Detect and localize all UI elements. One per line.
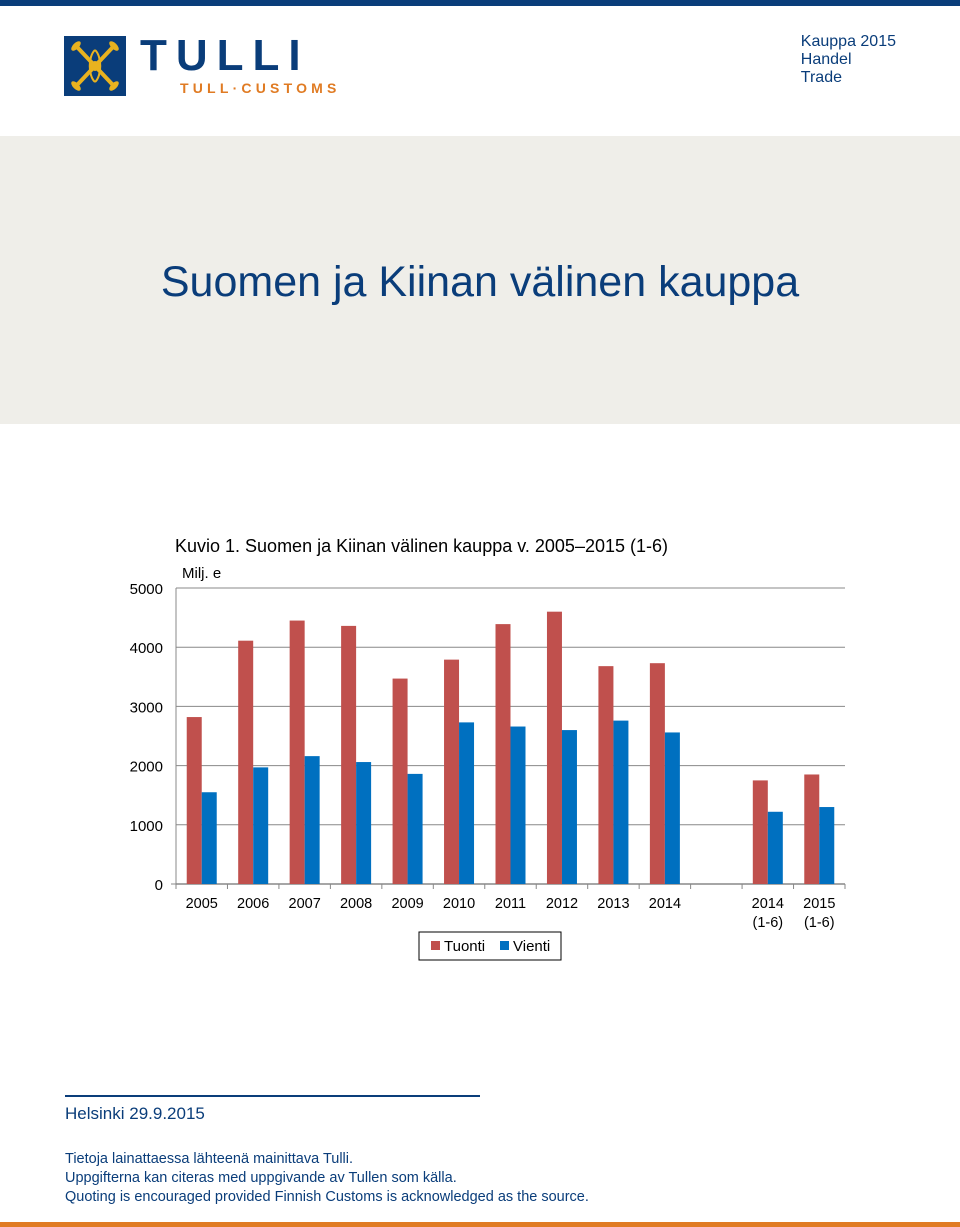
- y-tick-label: 4000: [129, 640, 163, 658]
- bar-vienti: [459, 722, 474, 884]
- bar-vienti: [202, 792, 217, 884]
- customs-emblem-icon: [64, 36, 126, 96]
- x-tick-label: 2007: [288, 896, 321, 912]
- legend-label: Vienti: [513, 938, 551, 955]
- source-note: Tietoja lainattaessa lähteenä mainittava Tulli.: [65, 1151, 354, 1167]
- bar-vienti: [819, 807, 834, 884]
- bar-tuonti: [496, 624, 511, 884]
- source-note: Quoting is encouraged provided Finnish Customs is acknowledged as the source.: [65, 1189, 589, 1205]
- x-tick-label: 2014: [648, 896, 682, 912]
- bar-tuonti: [290, 621, 305, 884]
- bar-tuonti: [598, 666, 613, 884]
- bar-tuonti: [393, 679, 408, 884]
- source-note: Uppgifterna kan citeras med uppgivande av Tullen som källa.: [65, 1170, 457, 1186]
- bar-vienti: [562, 730, 577, 884]
- y-tick-label: 5000: [129, 581, 163, 598]
- x-tick-label: 2005: [185, 896, 218, 912]
- x-tick-label: 2013: [597, 896, 630, 912]
- bar-tuonti: [804, 774, 819, 884]
- bar-vienti: [768, 812, 783, 884]
- x-tick-label: (1-6): [752, 915, 784, 931]
- legend-swatch: [431, 941, 440, 950]
- legend-swatch: [500, 941, 509, 950]
- trade-bar-chart: [0, 560, 960, 970]
- x-tick-label: 2012: [545, 896, 579, 912]
- place-date: Helsinki 29.9.2015: [65, 1104, 205, 1123]
- y-axis-label: Milj. e: [182, 565, 222, 582]
- bar-tuonti: [341, 626, 356, 884]
- x-tick-label: (1-6): [803, 915, 835, 931]
- bar-tuonti: [238, 641, 253, 884]
- figure-caption: Kuvio 1. Suomen ja Kiinan välinen kauppa v. 2005–2015 (1-6): [175, 536, 668, 556]
- logo-subtext: TULL·CUSTOMS: [180, 80, 341, 96]
- x-tick-label: 2014: [751, 896, 784, 912]
- category-line: Trade: [800, 69, 842, 86]
- bar-tuonti: [187, 717, 202, 884]
- x-tick-label: 2015: [803, 896, 836, 912]
- logo-wordmark: TULLI: [140, 31, 310, 80]
- bottom-accent-bar: [0, 1222, 960, 1227]
- x-tick-label: 2006: [237, 896, 270, 912]
- y-tick-label: 1000: [129, 817, 163, 835]
- bar-tuonti: [547, 612, 562, 884]
- top-accent-bar: [0, 0, 960, 6]
- bar-tuonti: [650, 663, 665, 884]
- page-title: Suomen ja Kiinan välinen kauppa: [160, 258, 800, 306]
- source-notes: [65, 1150, 589, 1207]
- bar-vienti: [305, 756, 320, 884]
- bar-tuonti: [444, 660, 459, 884]
- footer-divider: [65, 1095, 480, 1097]
- bar-vienti: [511, 727, 526, 884]
- bar-vienti: [408, 774, 423, 884]
- bar-vienti: [356, 762, 371, 884]
- category-line: Kauppa 2015: [800, 33, 896, 50]
- bar-tuonti: [753, 780, 768, 884]
- x-tick-label: 2009: [391, 896, 424, 912]
- bar-vienti: [613, 721, 628, 884]
- x-tick-label: 2010: [442, 896, 476, 912]
- x-tick-label: 2008: [339, 896, 373, 912]
- y-tick-label: 2000: [129, 758, 163, 776]
- publication-category: [801, 33, 896, 87]
- category-line: Handel: [800, 51, 852, 68]
- legend-label: Tuonti: [444, 938, 486, 955]
- y-tick-label: 0: [154, 877, 163, 894]
- bar-vienti: [253, 767, 268, 884]
- x-tick-label: 2011: [494, 896, 527, 912]
- bar-vienti: [665, 732, 680, 884]
- y-tick-label: 3000: [129, 699, 163, 717]
